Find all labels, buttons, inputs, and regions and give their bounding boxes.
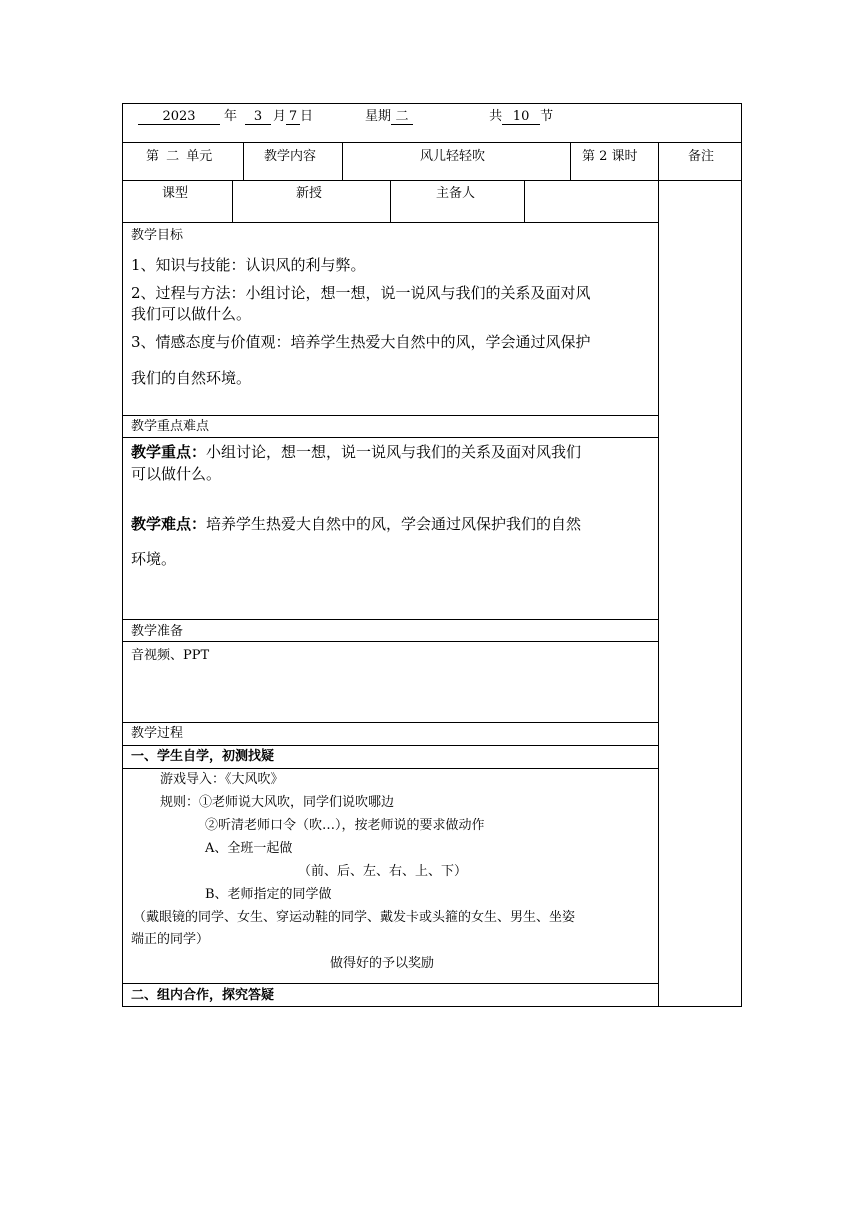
- column-divider: [232, 180, 233, 222]
- table-border-left: [122, 103, 123, 1007]
- process-heading: 教学过程: [131, 726, 184, 741]
- objective-item: 2、过程与方法：小组讨论，想一想，说一说风与我们的关系及面对风: [131, 284, 591, 302]
- objective-item: 1、知识与技能：认识风的利与弊。: [131, 256, 366, 274]
- month-suffix: 月: [273, 109, 287, 124]
- unit-cell: 第 二 单元: [146, 149, 213, 164]
- difficulty-text-cont: 环境。: [131, 550, 177, 568]
- type-label: 课型: [162, 186, 189, 201]
- section2-title: 二、组内合作，探究答疑: [131, 988, 275, 1003]
- lesson-title: 风儿轻轻吹: [420, 149, 486, 164]
- row-divider: [122, 180, 742, 181]
- process-line: B、老师指定的同学做: [205, 887, 332, 902]
- objectives-heading: 教学目标: [131, 228, 184, 243]
- row-divider: [122, 437, 659, 438]
- table-border-bottom: [122, 1006, 742, 1007]
- process-line: 游戏导入：《大风吹》: [160, 772, 284, 787]
- date-line: [138, 110, 553, 125]
- year-value: 2023: [138, 110, 220, 125]
- total-value: 10: [502, 110, 540, 125]
- period-cell: 第 2 课时: [582, 149, 638, 164]
- month-value: 3: [245, 110, 271, 125]
- total-label: 共: [489, 109, 503, 124]
- focus-text-cont: 可以做什么。: [131, 465, 222, 483]
- key-points-heading: 教学重点难点: [131, 419, 210, 434]
- content-label: 教学内容: [264, 149, 317, 164]
- difficulty-line: [131, 513, 581, 535]
- process-line: （前、后、左、右、上、下）: [298, 864, 468, 879]
- process-line: A、全班一起做: [205, 841, 293, 856]
- row-divider: [122, 983, 659, 984]
- row-divider: [122, 142, 742, 143]
- column-divider: [524, 180, 525, 222]
- difficulty-label: 教学难点：: [131, 515, 207, 533]
- focus-label: 教学重点：: [131, 443, 207, 461]
- preparation-heading: 教学准备: [131, 624, 184, 639]
- process-line: 端正的同学）: [131, 932, 210, 947]
- column-divider: [342, 142, 343, 180]
- process-line: ②听清老师口令（吹…），按老师说的要求做动作: [205, 818, 485, 833]
- process-line: （戴眼镜的同学、女生、穿运动鞋的同学、戴发卡或头箍的女生、男生、坐姿: [133, 910, 576, 925]
- difficulty-text: 培养学生热爱大自然中的风，学会通过风保护我们的自然: [206, 515, 582, 533]
- preparation-content: 音视频、PPT: [131, 648, 210, 663]
- row-divider: [122, 768, 659, 769]
- type-value: 新授: [296, 186, 323, 201]
- table-border-top: [122, 103, 742, 104]
- objective-item: 3、情感态度与价值观：培养学生热爱大自然中的风，学会通过风保护: [131, 333, 591, 351]
- table-border-right: [741, 103, 742, 1007]
- focus-text: 小组讨论，想一想，说一说风与我们的关系及面对风我们: [206, 443, 582, 461]
- row-divider: [122, 619, 659, 620]
- day-suffix: 日: [300, 109, 314, 124]
- column-divider: [243, 142, 244, 180]
- notes-label: 备注: [688, 149, 715, 164]
- process-line: 规则：①老师说大风吹，同学们说吹哪边: [160, 795, 395, 810]
- column-divider: [570, 142, 571, 180]
- objective-item: 我们可以做什么。: [131, 305, 252, 323]
- preparer-label: 主备人: [436, 186, 476, 201]
- focus-line: [131, 441, 581, 463]
- weekday-label: 星期: [365, 109, 392, 124]
- row-divider: [122, 222, 659, 223]
- year-suffix: 年: [224, 109, 238, 124]
- column-divider: [390, 180, 391, 222]
- total-suffix: 节: [540, 109, 554, 124]
- objective-item: 我们的自然环境。: [131, 369, 252, 387]
- notes-column-divider: [658, 142, 659, 1007]
- row-divider: [122, 641, 659, 642]
- day-value: 7: [286, 110, 300, 125]
- weekday-value: 二: [391, 110, 413, 125]
- section1-title: 一、学生自学，初测找疑: [131, 749, 275, 764]
- row-divider: [122, 722, 659, 723]
- row-divider: [122, 415, 659, 416]
- row-divider: [122, 745, 659, 746]
- process-line: 做得好的予以奖励: [330, 956, 435, 971]
